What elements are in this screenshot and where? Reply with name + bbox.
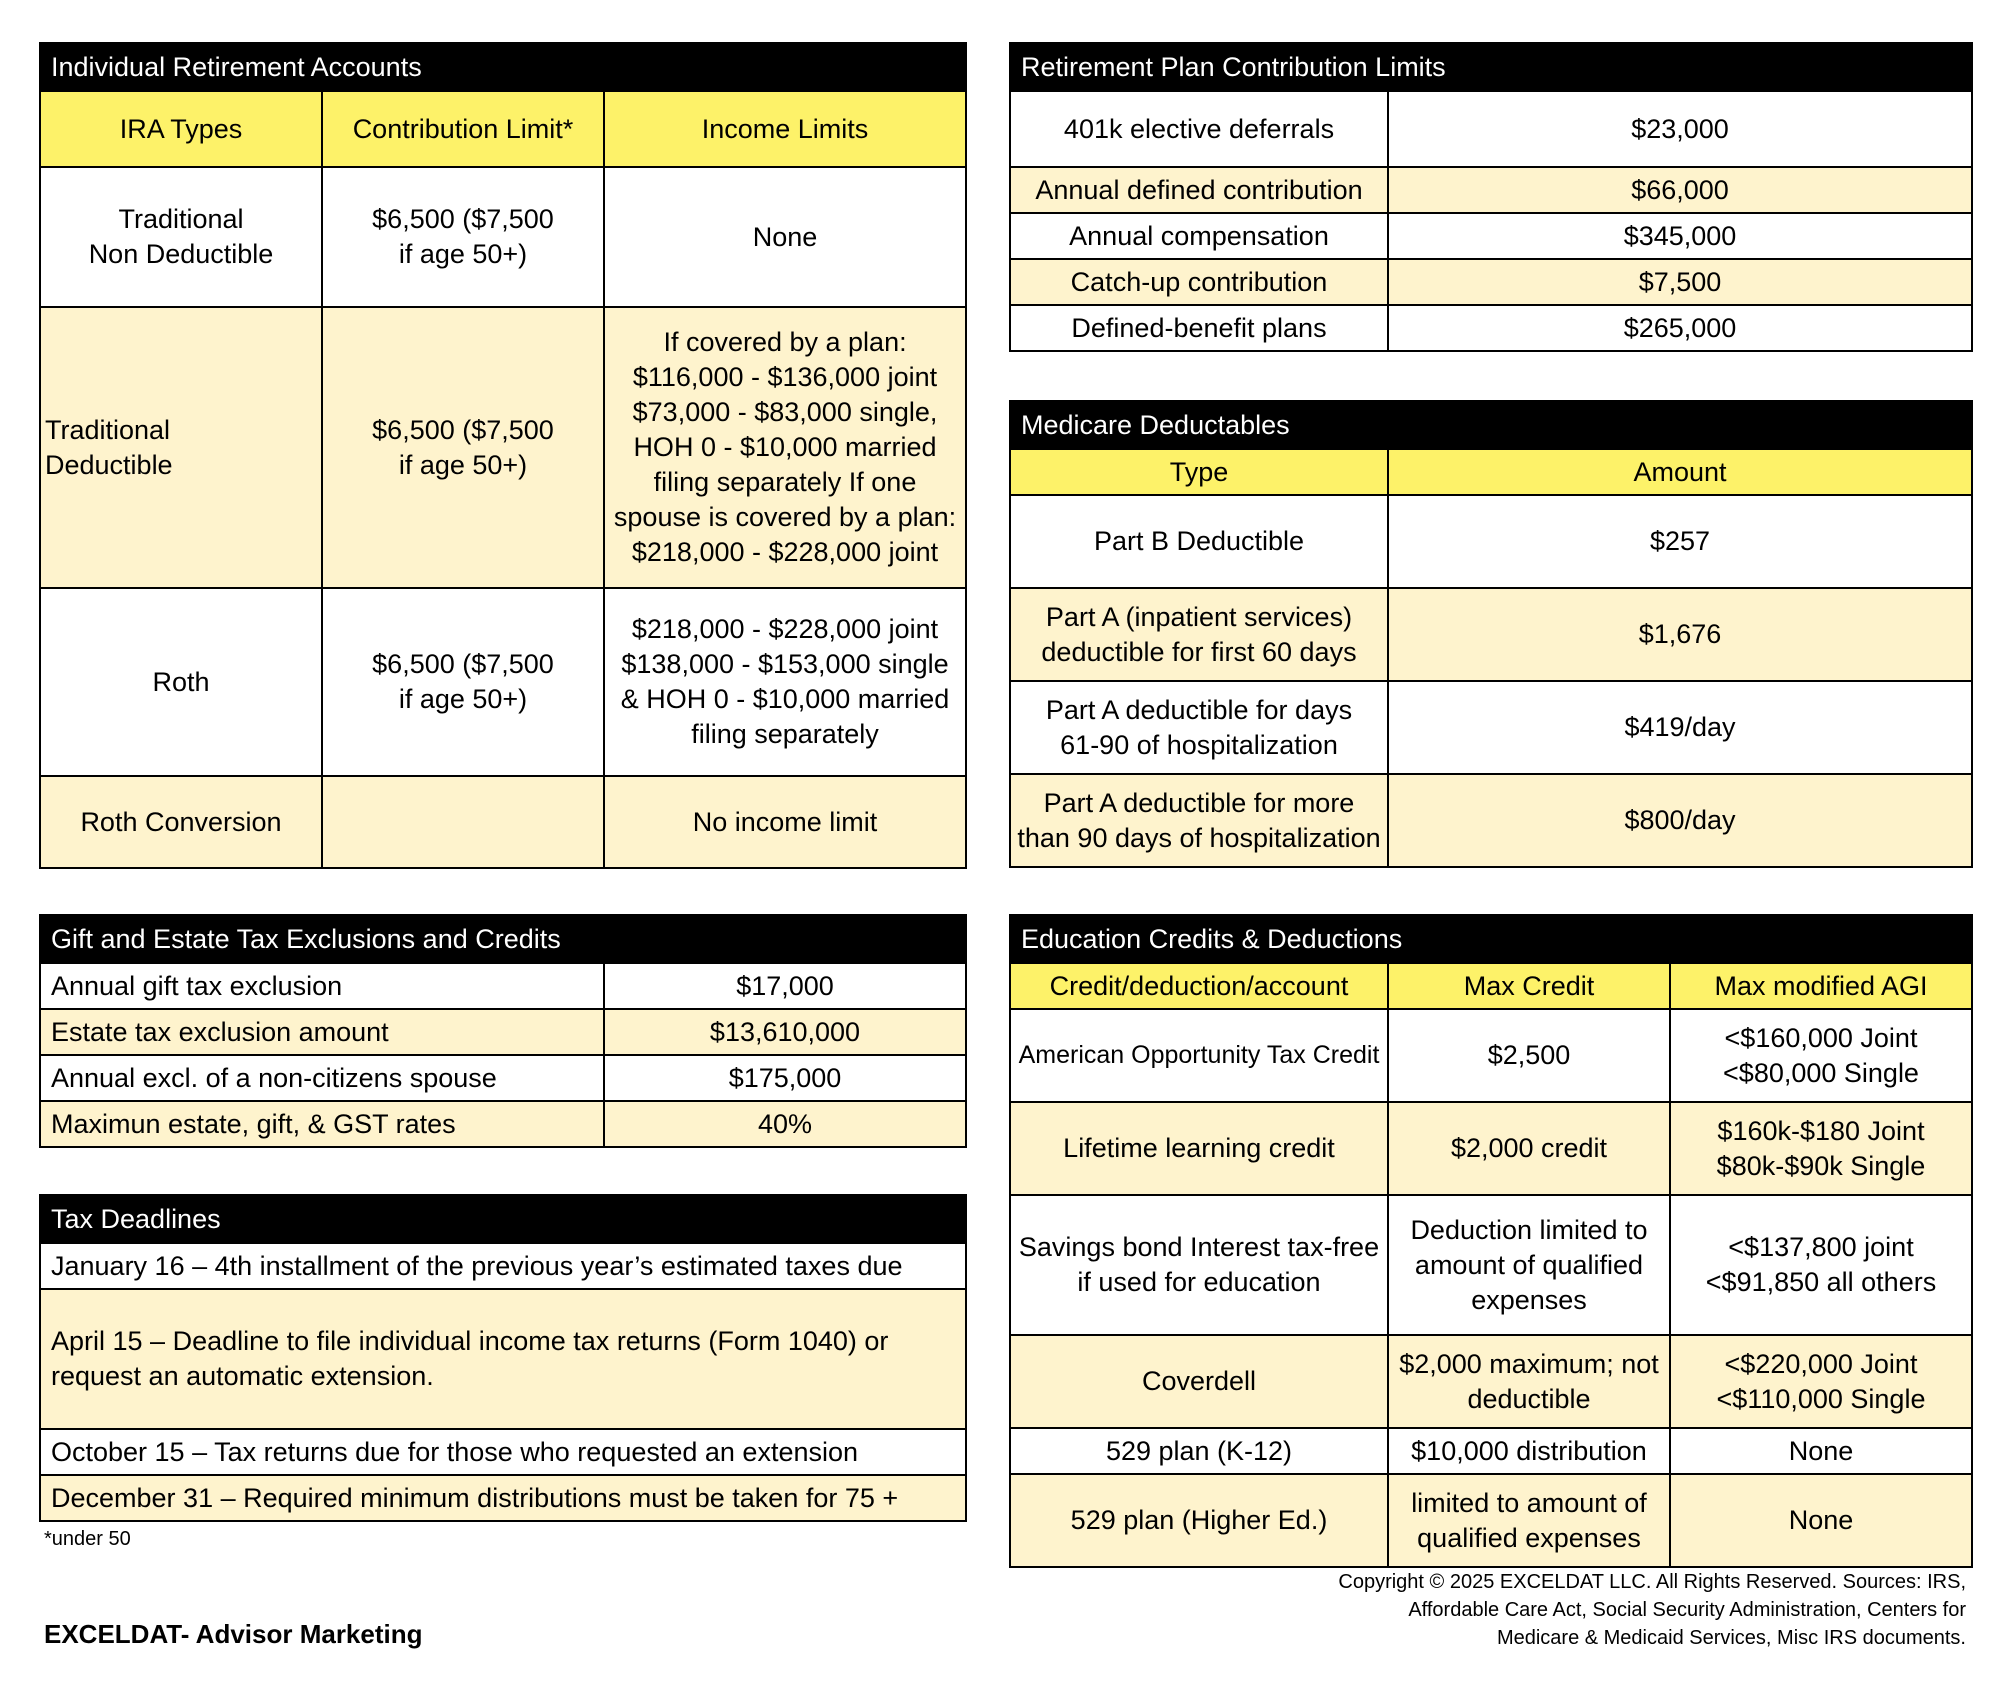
ira-row3-income: $218,000 - $228,000 joint $138,000 - $153,000 single & HOH 0 - $10,000 married filing separately <box>604 588 966 776</box>
education-row-credit: Deduction limited to amount of qualified expenses <box>1388 1195 1670 1335</box>
retirement-row-value: $265,000 <box>1388 305 1972 351</box>
education-row-name: Lifetime learning credit <box>1010 1102 1388 1195</box>
ira-table <box>39 42 967 869</box>
medicare-table <box>1009 400 1973 868</box>
gift-row-label: Maximun estate, gift, & GST rates <box>40 1101 604 1147</box>
ira-header-types: IRA Types <box>40 91 322 167</box>
ira-row1-income: None <box>604 167 966 307</box>
ira-row4-income: No income limit <box>604 776 966 868</box>
retirement-row-label: Annual defined contribution <box>1010 167 1388 213</box>
ira-row2-limit: $6,500 ($7,500 if age 50+) <box>322 307 604 588</box>
medicare-row-value: $800/day <box>1388 774 1972 867</box>
retirement-row-label: Annual compensation <box>1010 213 1388 259</box>
deadline-item: October 15 – Tax returns due for those who requested an extension <box>40 1429 966 1475</box>
education-row-agi: <$137,800 joint <$91,850 all others <box>1670 1195 1972 1335</box>
medicare-row-value: $257 <box>1388 495 1972 588</box>
ira-header-income: Income Limits <box>604 91 966 167</box>
retirement-row-value: $345,000 <box>1388 213 1972 259</box>
education-row-credit: $2,500 <box>1388 1009 1670 1102</box>
ira-row1-limit: $6,500 ($7,500 if age 50+) <box>322 167 604 307</box>
retirement-row-label: Catch-up contribution <box>1010 259 1388 305</box>
gift-row-value: 40% <box>604 1101 966 1147</box>
ira-header-limit: Contribution Limit* <box>322 91 604 167</box>
gift-row-value: $175,000 <box>604 1055 966 1101</box>
gift-table <box>39 914 967 1148</box>
footnote: *under 50 <box>44 1528 131 1550</box>
education-header-credit: Max Credit <box>1388 963 1670 1009</box>
deadlines-title: Tax Deadlines <box>40 1195 966 1243</box>
education-table <box>1009 914 1973 1568</box>
gift-row-value: $13,610,000 <box>604 1009 966 1055</box>
medicare-header-amount: Amount <box>1388 449 1972 495</box>
education-title: Education Credits & Deductions <box>1010 915 1972 963</box>
education-row-name: American Opportunity Tax Credit <box>1010 1009 1388 1102</box>
education-row-agi: None <box>1670 1474 1972 1567</box>
ira-title: Individual Retirement Accounts <box>40 43 966 91</box>
deadline-item: April 15 – Deadline to file individual income tax returns (Form 1040) or request an automatic extension. <box>40 1289 966 1429</box>
education-row-credit: limited to amount of qualified expenses <box>1388 1474 1670 1567</box>
gift-row-label: Estate tax exclusion amount <box>40 1009 604 1055</box>
education-header-name: Credit/deduction/account <box>1010 963 1388 1009</box>
medicare-row-label: Part A deductible for more than 90 days of hospitalization <box>1010 774 1388 867</box>
education-row-name: Coverdell <box>1010 1335 1388 1428</box>
ira-row1-type: Traditional Non Deductible <box>40 167 322 307</box>
deadlines-table <box>39 1194 967 1522</box>
medicare-row-value: $1,676 <box>1388 588 1972 681</box>
education-row-name: 529 plan (K-12) <box>1010 1428 1388 1474</box>
deadline-item: January 16 – 4th installment of the previous year’s estimated taxes due <box>40 1243 966 1289</box>
ira-row3-limit: $6,500 ($7,500 if age 50+) <box>322 588 604 776</box>
retirement-row-label: 401k elective deferrals <box>1010 91 1388 167</box>
deadline-item: December 31 – Required minimum distributions must be taken for 75 + <box>40 1475 966 1521</box>
education-header-agi: Max modified AGI <box>1670 963 1972 1009</box>
medicare-row-label: Part A (inpatient services) deductible for first 60 days <box>1010 588 1388 681</box>
education-row-credit: $10,000 distribution <box>1388 1428 1670 1474</box>
copyright: Copyright © 2025 EXCELDAT LLC. All Rights Reserved. Sources: IRS, Affordable Care Act, Social Security Administration, Centers for Medicare & Medicaid Services, Misc IRS documents. <box>1338 1571 1966 1649</box>
gift-row-value: $17,000 <box>604 963 966 1009</box>
gift-row-label: Annual gift tax exclusion <box>40 963 604 1009</box>
retirement-table <box>1009 42 1973 352</box>
ira-row2-type: Traditional Deductible <box>40 307 322 588</box>
retirement-title: Retirement Plan Contribution Limits <box>1010 43 1972 91</box>
gift-row-label: Annual excl. of a non-citizens spouse <box>40 1055 604 1101</box>
education-row-agi: None <box>1670 1428 1972 1474</box>
education-row-credit: $2,000 maximum; not deductible <box>1388 1335 1670 1428</box>
ira-row4-limit <box>322 776 604 868</box>
brand-name: EXCELDAT- Advisor Marketing <box>44 1619 423 1649</box>
retirement-row-value: $23,000 <box>1388 91 1972 167</box>
ira-row4-type: Roth Conversion <box>40 776 322 868</box>
education-row-agi: <$160,000 Joint <$80,000 Single <box>1670 1009 1972 1102</box>
medicare-row-label: Part A deductible for days 61-90 of hospitalization <box>1010 681 1388 774</box>
retirement-row-label: Defined-benefit plans <box>1010 305 1388 351</box>
education-row-name: 529 plan (Higher Ed.) <box>1010 1474 1388 1567</box>
education-row-credit: $2,000 credit <box>1388 1102 1670 1195</box>
ira-row2-income: If covered by a plan: $116,000 - $136,000 joint $73,000 - $83,000 single, HOH 0 - $10,000 married filing separately If one spouse is covered by a plan: $218,000 - $228,000 joint <box>604 307 966 588</box>
gift-title: Gift and Estate Tax Exclusions and Credits <box>40 915 966 963</box>
medicare-header-type: Type <box>1010 449 1388 495</box>
education-row-agi: $160k-$180 Joint $80k-$90k Single <box>1670 1102 1972 1195</box>
medicare-row-label: Part B Deductible <box>1010 495 1388 588</box>
ira-row3-type: Roth <box>40 588 322 776</box>
education-row-agi: <$220,000 Joint <$110,000 Single <box>1670 1335 1972 1428</box>
retirement-row-value: $66,000 <box>1388 167 1972 213</box>
medicare-title: Medicare Deductables <box>1010 401 1972 449</box>
retirement-row-value: $7,500 <box>1388 259 1972 305</box>
medicare-row-value: $419/day <box>1388 681 1972 774</box>
education-row-name: Savings bond Interest tax-free if used for education <box>1010 1195 1388 1335</box>
